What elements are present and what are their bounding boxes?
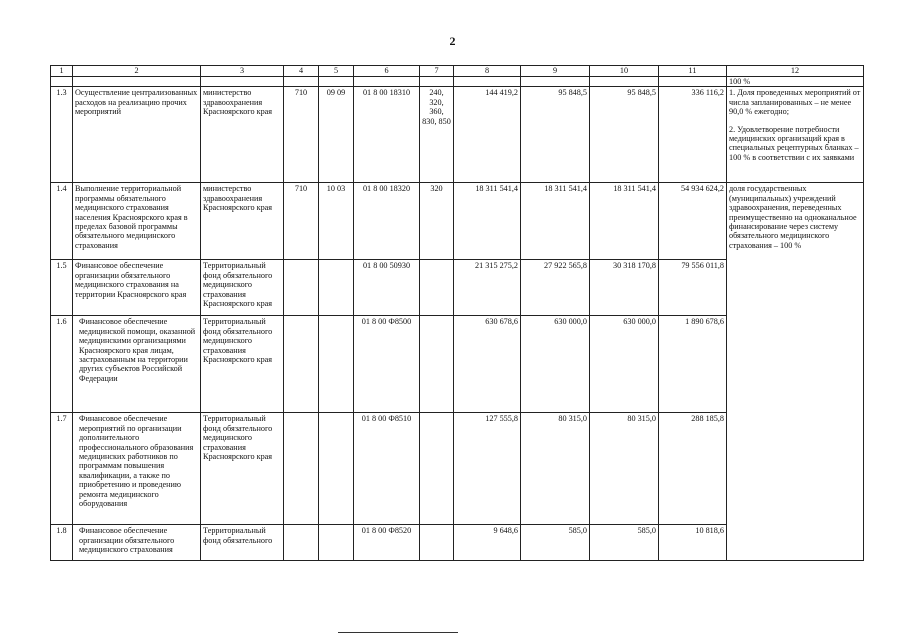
row-number: 1.5 xyxy=(51,260,73,316)
event-name: Финансовое обеспечение организации обязательного медицинского страхования на территории Красноярского края xyxy=(73,260,201,316)
grbs-code xyxy=(284,413,319,525)
agency-name: министерство здравоохранения Красноярского края xyxy=(201,183,284,260)
col-num: 10 xyxy=(590,66,659,77)
indicator-text: 2. Удовлетворение потребности медицинских организаций края в специальных рецептурных бланках – 100 % в соответствии с их заявками xyxy=(729,124,859,162)
year1-amount: 127 555,8 xyxy=(454,413,521,525)
rzpr-code xyxy=(319,525,354,561)
grbs-code xyxy=(284,260,319,316)
vr-code xyxy=(420,316,454,413)
table-row xyxy=(51,77,864,87)
total-amount: 1 890 678,6 xyxy=(659,316,727,413)
col-num: 6 xyxy=(354,66,420,77)
vr-code xyxy=(420,525,454,561)
agency-name: Территориальный фонд обязательного xyxy=(201,525,284,561)
year3-amount: 630 000,0 xyxy=(590,316,659,413)
year3-amount: 30 318 170,8 xyxy=(590,260,659,316)
grbs-code: 710 xyxy=(284,87,319,183)
grbs-code xyxy=(284,525,319,561)
column-number-row xyxy=(51,66,864,77)
year2-amount: 80 315,0 xyxy=(521,413,590,525)
vr-code: 320 xyxy=(420,183,454,260)
page-number: 2 xyxy=(449,34,456,48)
row-number: 1.3 xyxy=(51,87,73,183)
total-amount: 10 818,6 xyxy=(659,525,727,561)
year1-amount: 9 648,6 xyxy=(454,525,521,561)
event-name: Осуществление централизованных расходов на реализацию прочих мероприятий xyxy=(73,87,201,183)
vr-code xyxy=(420,413,454,525)
row-number: 1.7 xyxy=(51,413,73,525)
csr-code: 01 8 00 50930 xyxy=(354,260,420,316)
col-num: 2 xyxy=(73,66,201,77)
csr-code: 01 8 00 Ф8510 xyxy=(354,413,420,525)
agency-name: министерство здравоохранения Красноярского края xyxy=(201,87,284,183)
year2-amount: 585,0 xyxy=(521,525,590,561)
grbs-code xyxy=(284,316,319,413)
col-num: 4 xyxy=(284,66,319,77)
event-name: Выполнение территориальной программы обязательного медицинского страхования населения Красноярского края в пределах базовой программы обязательного медицинского страхования xyxy=(73,183,201,260)
rzpr-code xyxy=(319,316,354,413)
total-amount: 288 185,8 xyxy=(659,413,727,525)
year3-amount: 95 848,5 xyxy=(590,87,659,183)
col-num: 3 xyxy=(201,66,284,77)
csr-code: 01 8 00 18310 xyxy=(354,87,420,183)
total-amount: 336 116,2 xyxy=(659,87,727,183)
program-table xyxy=(50,65,864,561)
total-amount: 54 934 624,2 xyxy=(659,183,727,260)
col-num: 8 xyxy=(454,66,521,77)
table-row xyxy=(51,183,864,260)
event-name: Финансовое обеспечение медицинской помощи, оказанной медицинскими организациями Красноярского края лицам, застрахованным на территории других субъектов Российской Федерации xyxy=(73,316,201,413)
footer-rule xyxy=(338,632,458,633)
year1-amount: 21 315 275,2 xyxy=(454,260,521,316)
year2-amount: 630 000,0 xyxy=(521,316,590,413)
csr-code: 01 8 00 18320 xyxy=(354,183,420,260)
vr-code xyxy=(420,260,454,316)
indicator-text: 1. Доля проведенных мероприятий от числа запланированных – не менее 90,0 % ежегодно; xyxy=(729,88,861,117)
col-num: 12 xyxy=(727,66,864,77)
rzpr-code: 10 03 xyxy=(319,183,354,260)
total-amount: 79 556 011,8 xyxy=(659,260,727,316)
vr-code: 240, 320, 360, 830, 850 xyxy=(420,87,454,183)
rzpr-code: 09 09 xyxy=(319,87,354,183)
agency-name: Территориальный фонд обязательного медицинского страхования Красноярского края xyxy=(201,316,284,413)
grbs-code: 710 xyxy=(284,183,319,260)
year1-amount: 18 311 541,4 xyxy=(454,183,521,260)
indicator-cell: 100 % xyxy=(727,77,864,87)
csr-code: 01 8 00 Ф8500 xyxy=(354,316,420,413)
rzpr-code xyxy=(319,260,354,316)
table-row xyxy=(51,87,864,183)
col-num: 5 xyxy=(319,66,354,77)
year1-amount: 630 678,6 xyxy=(454,316,521,413)
csr-code: 01 8 00 Ф8520 xyxy=(354,525,420,561)
col-num: 11 xyxy=(659,66,727,77)
year3-amount: 585,0 xyxy=(590,525,659,561)
year2-amount: 95 848,5 xyxy=(521,87,590,183)
row-number: 1.8 xyxy=(51,525,73,561)
year2-amount: 18 311 541,4 xyxy=(521,183,590,260)
col-num: 7 xyxy=(420,66,454,77)
col-num: 1 xyxy=(51,66,73,77)
event-name: Финансовое обеспечение мероприятий по организации дополнительного профессионального образования медицинских работников по программам повышения квалификации, а также по приобретению и проведению ремонта медицинского оборудования xyxy=(73,413,201,525)
event-name: Финансовое обеспечение организации обязательного медицинского страхования xyxy=(73,525,201,561)
indicator-cell: доля государственных (муниципальных) учреждений здравоохранения, переведенных преимущественно на одноканальное финансирование через систему обязательного медицинского страхования – 100 % xyxy=(727,183,864,561)
agency-name: Территориальный фонд обязательного медицинского страхования Красноярского края xyxy=(201,260,284,316)
year3-amount: 18 311 541,4 xyxy=(590,183,659,260)
rzpr-code xyxy=(319,413,354,525)
row-number: 1.4 xyxy=(51,183,73,260)
col-num: 9 xyxy=(521,66,590,77)
year1-amount: 144 419,2 xyxy=(454,87,521,183)
year3-amount: 80 315,0 xyxy=(590,413,659,525)
indicator-cell xyxy=(727,87,864,183)
year2-amount: 27 922 565,8 xyxy=(521,260,590,316)
row-number: 1.6 xyxy=(51,316,73,413)
agency-name: Территориальный фонд обязательного медицинского страхования Красноярского края xyxy=(201,413,284,525)
